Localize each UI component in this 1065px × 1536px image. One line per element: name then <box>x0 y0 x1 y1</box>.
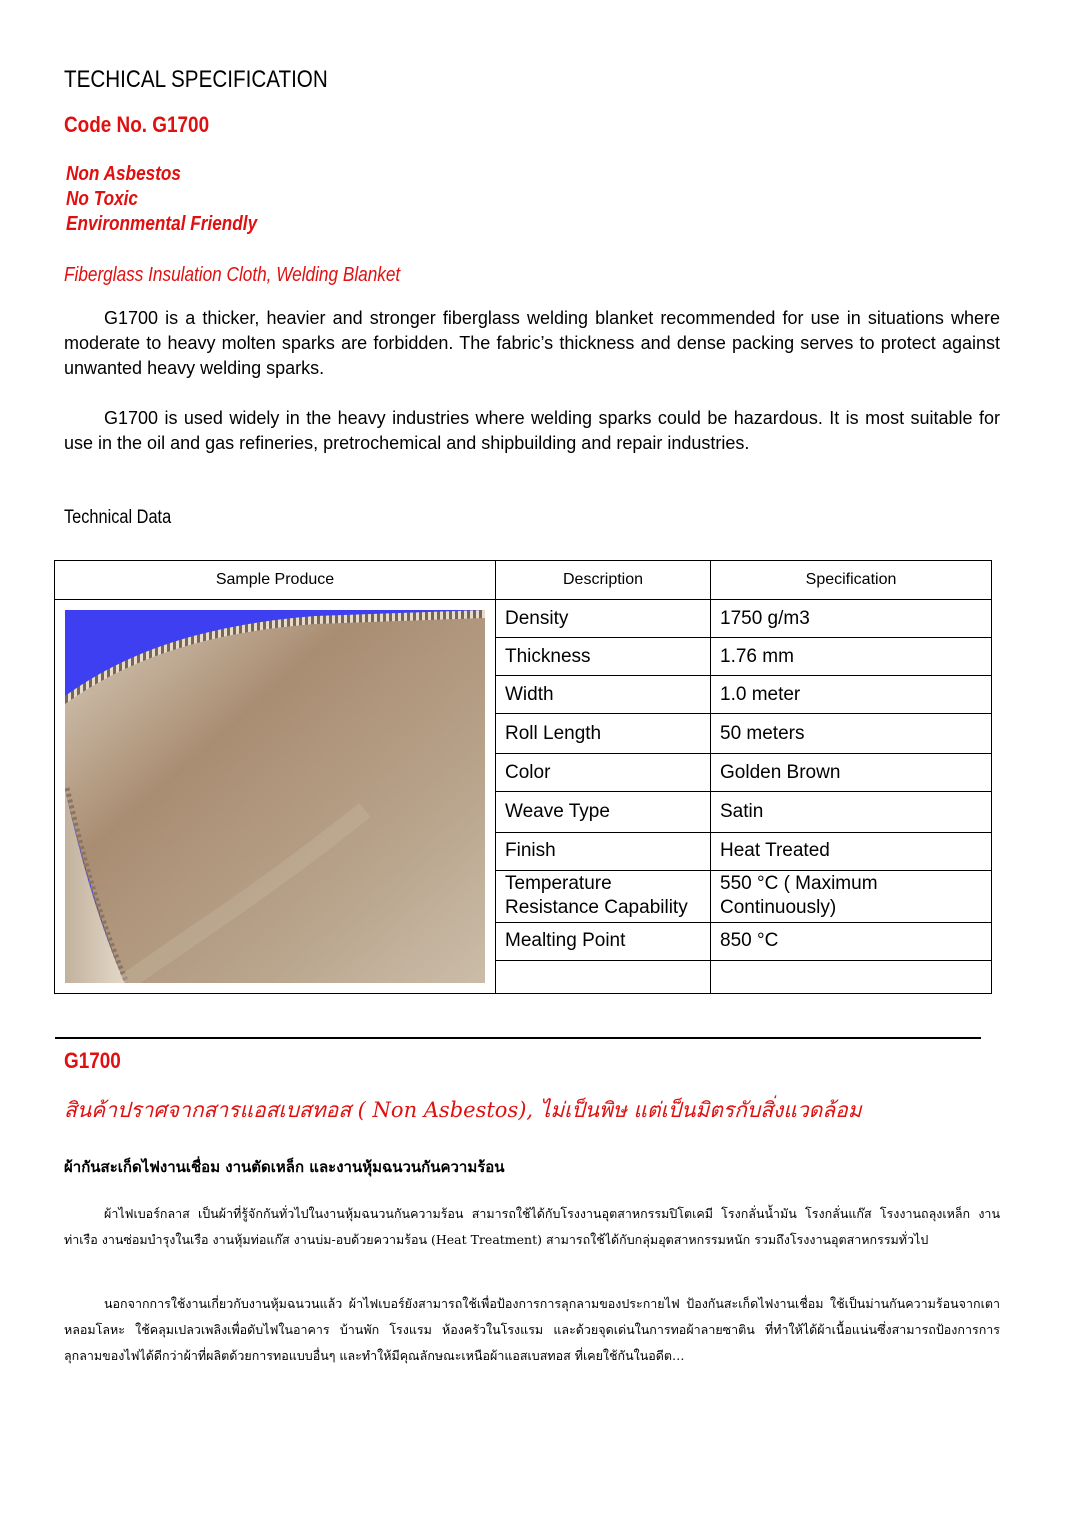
thai-paragraph-2: นอกจากการใช้งานเกี่ยวกับงานหุ้มฉนวนแล้ว ผ้าไฟเบอร์ยังสามารถใช้เพื่อป้องการการลุกลามของประกายไฟ ป้องกันสะเก็ดไฟงานเชื่อม ใช้เป็นม่านกันความร้อนจากเตาหลอมโลหะ ใช้คลุมเปลวเพลิงเพื่อดับไฟในอาคาร บ้านพัก โรงแรม ห้องครัวในโรงแรม และด้วยจุดเด่นในการทอผ้าลายซาติน ที่ทำให้ได้ผ้าเนื้อแน่นซึ่งสามารถป้องการการลุกลามของไฟได้ดีกว่าผ้าที่ผลิตด้วยการทอแบบอื่นๆ และทำให้มีคุณลักษณะเหนือผ้าแอสเบสทอส ที่เคยใช้กันในอดีต… <box>64 1296 1000 1363</box>
spec-desc <box>496 960 711 993</box>
header-sample-produce: Sample Produce <box>55 561 496 600</box>
spec-desc: Weave Type <box>496 792 711 832</box>
feature-non-asbestos: Non Asbestos <box>66 163 182 185</box>
header-specification: Specification <box>711 561 992 600</box>
spec-value: 1.0 meter <box>711 676 992 714</box>
spec-value <box>711 960 992 993</box>
spec-value: 1.76 mm <box>711 638 992 676</box>
spec-desc: Mealting Point <box>496 922 711 960</box>
product-subtitle: Fiberglass Insulation Cloth, Welding Blanket <box>64 264 401 286</box>
spec-desc: Roll Length <box>496 714 711 754</box>
spec-table <box>54 560 992 994</box>
header-description: Description <box>496 561 711 600</box>
description-paragraph-1: G1700 is a thicker, heavier and stronger fiberglass welding blanket recommended for use in situations where moderate to heavy molten sparks are forbidden. The fabric’s thickness and dense packing serves to protect against unwanted heavy welding sparks. <box>64 308 1000 378</box>
spec-desc: Temperature Resistance Capability <box>496 870 711 922</box>
thai-section-subtitle: สินค้าปราศจากสารแอสเบสทอส ( Non Asbestos), ไม่เป็นพิษ แต่เป็นมิตรกับสิ่งแวดล้อม <box>64 1098 862 1122</box>
sample-image-cell <box>55 600 496 994</box>
description-paragraph-2: G1700 is used widely in the heavy industries where welding sparks could be hazardous. It is most suitable for use in the oil and gas refineries, pretrochemical and shipbuilding and repair industries. <box>64 408 1000 453</box>
spec-desc: Color <box>496 754 711 792</box>
spec-value: Golden Brown <box>711 754 992 792</box>
spec-desc: Density <box>496 600 711 638</box>
table-row <box>55 600 992 638</box>
spec-value: 50 meters <box>711 714 992 754</box>
spec-value: Heat Treated <box>711 832 992 870</box>
section-divider <box>55 1037 981 1039</box>
spec-value: 850 °C <box>711 922 992 960</box>
thai-section-code: G1700 <box>64 1048 121 1073</box>
table-header-row <box>55 561 992 600</box>
fabric-sample-photo <box>65 610 485 983</box>
thai-paragraph-1: ผ้าไฟเบอร์กลาส เป็นผ้าที่รู้จักกันทั่วไปในงานหุ้มฉนวนกันความร้อน สามารถใช้ได้กับโรงงานอุตสาหกรรมปิโตเคมี โรงกลั่นน้ำมัน โรงกลั่นแก๊ส โรงงานถลุงเหล็ก งานท่าเรือ งานซ่อมบำรุงในเรือ งานหุ้มท่อแก๊ส งานบ่ม-อบด้วยความร้อน (Heat Treatment) สามารถใช้ได้กับกลุ่มอุตสาหกรรมหนัก รวมถึงโรงงานอุตสาหกรรมทั่วไป <box>64 1206 1000 1247</box>
spec-value: 550 °C ( Maximum Continuously) <box>711 870 992 922</box>
spec-value: 1750 g/m3 <box>711 600 992 638</box>
product-code: Code No. G1700 <box>64 112 210 137</box>
spec-desc: Width <box>496 676 711 714</box>
technical-data-label: Technical Data <box>64 507 172 528</box>
thai-section-heading: ผ้ากันสะเก็ดไฟงานเชื่อม งานตัดเหล็ก และงานหุ้มฉนวนกันความร้อน <box>64 1158 505 1176</box>
feature-no-toxic: No Toxic <box>66 188 138 210</box>
page-title: TECHICAL SPECIFICATION <box>64 66 328 93</box>
feature-environmental-friendly: Environmental Friendly <box>66 213 258 235</box>
spec-value: Satin <box>711 792 992 832</box>
spec-desc: Finish <box>496 832 711 870</box>
spec-desc: Thickness <box>496 638 711 676</box>
